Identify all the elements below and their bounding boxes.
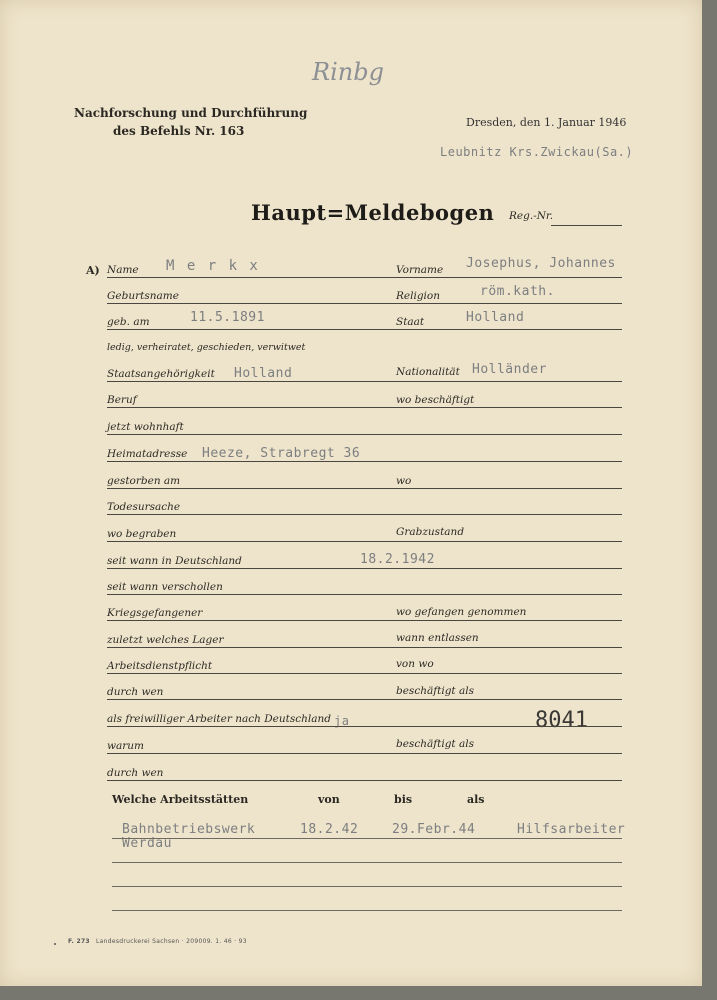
table-header-bis: bis (394, 793, 413, 806)
label-wo-beschaeftigt: wo beschäftigt (396, 394, 475, 406)
label-seit-wann-verschollen: seit wann verschollen (107, 581, 223, 593)
row-line (107, 568, 622, 569)
row-line (107, 461, 622, 462)
value-religion: röm.kath. (480, 284, 555, 299)
value-staatsangehoerigkeit: Holland (234, 366, 293, 381)
label-nationalitaet: Nationalität (396, 366, 460, 378)
label-staat: Staat (396, 316, 425, 328)
label-seit-wann-deutschland: seit wann in Deutschland (107, 555, 242, 567)
label-arbeitsdienstpflicht: Arbeitsdienstpflicht (107, 660, 213, 672)
label-freiwilliger: als freiwilliger Arbeiter nach Deutschland (107, 713, 331, 725)
footer-form-number: F. 273 (68, 938, 90, 945)
place-typed: Leubnitz Krs.Zwickau(Sa.) (440, 145, 634, 159)
label-name: Name (107, 264, 139, 276)
handwritten-note: Rinbg (312, 58, 384, 86)
reg-label: Reg.-Nr. (509, 210, 554, 222)
table-header-place: Welche Arbeitsstätten (112, 793, 249, 806)
stamp-number: 8041 (535, 708, 588, 733)
value-staat: Holland (466, 310, 525, 325)
label-warum: warum (107, 740, 144, 752)
table-cell-place-1: Bahnbetriebswerk (122, 822, 256, 837)
row-line (107, 699, 622, 700)
label-todesursache: Todesursache (107, 501, 181, 513)
org-line-1: Nachforschung und Durchführung (74, 106, 308, 120)
row-line (107, 407, 622, 408)
row-line (107, 753, 622, 754)
label-grabzustand: Grabzustand (396, 526, 465, 538)
value-nationalitaet: Holländer (472, 362, 547, 377)
table-header-von: von (318, 793, 340, 806)
value-seit-wann-deutschland: 18.2.1942 (360, 552, 435, 567)
reg-line (551, 225, 622, 226)
row-line (107, 620, 622, 621)
label-beschaeftigt-als-1: beschäftigt als (396, 685, 474, 697)
section-marker: A) (86, 264, 100, 277)
label-beruf: Beruf (107, 394, 137, 406)
label-geb-am: geb. am (107, 316, 150, 328)
table-cell-als: Hilfsarbeiter (517, 822, 626, 837)
label-wo: wo (396, 475, 412, 487)
table-header-als: als (467, 793, 485, 806)
row-line (107, 780, 622, 781)
value-name: M e r k x (166, 258, 260, 274)
label-gestorben-am: gestorben am (107, 475, 181, 487)
label-wo-gefangen: wo gefangen genommen (396, 606, 527, 618)
label-durch-wen-1: durch wen (107, 686, 164, 698)
label-zuletzt-lager: zuletzt welches Lager (107, 634, 224, 646)
value-freiwilliger: ja (334, 714, 350, 728)
row-line (107, 594, 622, 595)
label-religion: Religion (396, 290, 440, 302)
label-durch-wen-2: durch wen (107, 767, 164, 779)
label-staatsangehoerigkeit: Staatsangehörigkeit (107, 368, 215, 380)
row-line (107, 514, 622, 515)
row-line (107, 329, 622, 330)
row-line (107, 277, 622, 278)
row-line (107, 541, 622, 542)
label-beschaeftigt-als-2: beschäftigt als (396, 738, 474, 750)
label-kriegsgefangener: Kriegsgefangener (107, 607, 203, 619)
org-line-2: des Befehls Nr. 163 (113, 124, 245, 138)
table-line (112, 862, 622, 863)
label-vorname: Vorname (396, 264, 444, 276)
label-wann-entlassen: wann entlassen (396, 632, 479, 644)
row-line (107, 673, 622, 674)
label-geburtsname: Geburtsname (107, 290, 179, 302)
label-jetzt-wohnhaft: jetzt wohnhaft (107, 421, 184, 433)
table-line (112, 838, 622, 839)
place-date: Dresden, den 1. Januar 1946 (466, 116, 627, 129)
table-cell-bis: 29.Febr.44 (392, 822, 476, 837)
row-line (107, 726, 622, 727)
row-line (107, 381, 622, 382)
label-von-wo: von wo (396, 658, 434, 670)
footer-printer: Landesdruckerei Sachsen · 209009. 1. 46 · 93 (96, 938, 247, 945)
label-wo-begraben: wo begraben (107, 528, 177, 540)
row-line (107, 303, 622, 304)
table-cell-place-2: Werdau (122, 836, 172, 851)
table-line (112, 886, 622, 887)
row-line (107, 488, 622, 489)
value-vorname: Josephus, Johannes (466, 256, 616, 271)
value-heimatadresse: Heeze, Strabregt 36 (202, 446, 361, 461)
table-cell-von: 18.2.42 (300, 822, 359, 837)
table-line (112, 910, 622, 911)
footer-dot (54, 943, 56, 945)
form-title: Haupt=Meldebogen (251, 200, 495, 225)
label-familienstand: ledig, verheiratet, geschieden, verwitwet (107, 342, 306, 353)
label-heimatadresse: Heimatadresse (107, 448, 188, 460)
value-geb-am: 11.5.1891 (190, 310, 265, 325)
row-line (107, 434, 622, 435)
row-line (107, 647, 622, 648)
